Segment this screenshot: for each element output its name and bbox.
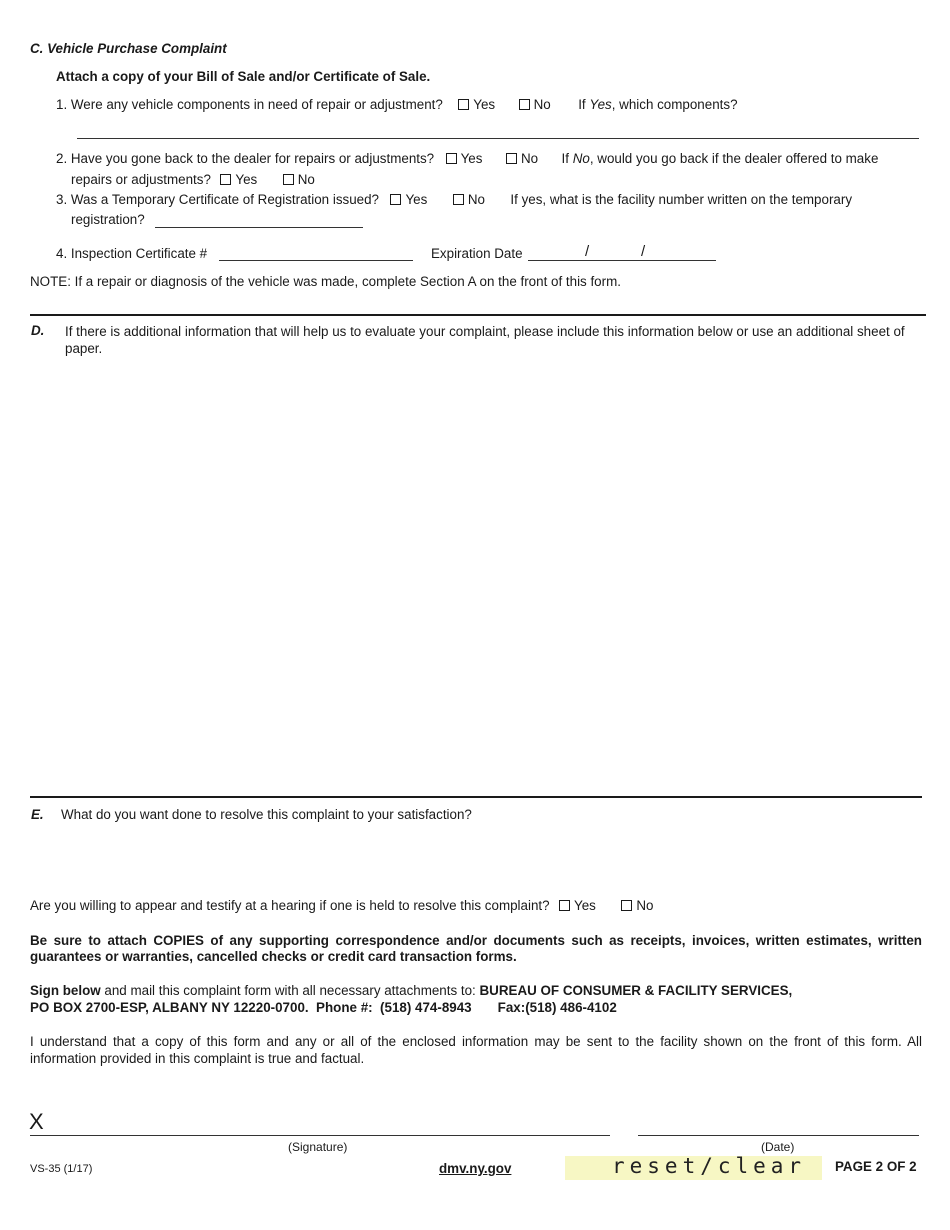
date-label: (Date) xyxy=(761,1140,795,1154)
inspection-certificate-line[interactable] xyxy=(219,260,413,261)
q3-no-label: No xyxy=(467,192,485,207)
q2-yes-label: Yes xyxy=(460,151,483,166)
hearing-yes-checkbox[interactable] xyxy=(559,900,570,911)
q2-followup-prefix: If xyxy=(561,151,573,166)
q1-yes-checkbox[interactable] xyxy=(458,99,469,110)
question-3-text: 3. Was a Temporary Certificate of Registration issued? xyxy=(56,192,380,207)
reset-clear-button[interactable] xyxy=(565,1156,822,1180)
hearing-no-checkbox[interactable] xyxy=(621,900,632,911)
additional-info-area[interactable] xyxy=(30,362,922,790)
section-d-letter: D. xyxy=(31,323,45,338)
q2-yes-checkbox[interactable] xyxy=(446,153,457,164)
hearing-question xyxy=(30,898,653,913)
understand-statement: I understand that a copy of this form and any or all of the enclosed information may be sent to the facility shown on the front of this form. All information provided in this complaint is true and factual. xyxy=(30,1034,922,1066)
question-2-text: 2. Have you gone back to the dealer for repairs or adjustments? xyxy=(56,151,435,166)
page-number: PAGE 2 OF 2 xyxy=(835,1159,917,1174)
question-1-text: 1. Were any vehicle components in need of repair or adjustment? xyxy=(56,97,443,112)
question-3 xyxy=(56,192,852,207)
hearing-yes-label: Yes xyxy=(574,898,596,913)
q3-followup: If yes, what is the facility number written on the temporary xyxy=(510,192,853,207)
q1-yes-label: Yes xyxy=(473,97,496,112)
expiration-date-line[interactable] xyxy=(528,260,716,261)
attach-bill-note: Attach a copy of your Bill of Sale and/or Certificate of Sale. xyxy=(56,69,431,84)
mail-instructions xyxy=(30,983,792,998)
sign-below-text: Sign below xyxy=(30,983,101,998)
date-separator-2: / xyxy=(641,243,646,260)
question-1 xyxy=(56,97,738,112)
question-3-line2: registration? xyxy=(71,212,145,227)
signature-x-mark: X xyxy=(29,1109,44,1134)
expiration-date-label: Expiration Date xyxy=(431,246,523,261)
q3-no-checkbox[interactable] xyxy=(453,194,464,205)
q2-followup-suffix: , would you go back if the dealer offered to make xyxy=(589,151,879,166)
form-id: VS-35 (1/17) xyxy=(30,1163,93,1175)
date-line[interactable] xyxy=(638,1135,919,1136)
q2b-yes-label: Yes xyxy=(235,172,258,187)
section-a-note: NOTE: If a repair or diagnosis of the vehicle was made, complete Section A on the front of this form. xyxy=(30,274,621,289)
section-d-divider xyxy=(30,314,926,316)
q1-followup-suffix: , which components? xyxy=(611,97,738,112)
q1-followup-italic: Yes xyxy=(589,97,612,112)
section-d-text: If there is additional information that will help us to evaluate your complaint, please include this information below or use an additional sheet of paper. xyxy=(65,324,905,356)
website-link[interactable]: dmv.ny.gov xyxy=(439,1161,512,1176)
section-e-letter: E. xyxy=(31,807,44,822)
q2b-yes-checkbox[interactable] xyxy=(220,174,231,185)
section-e-divider xyxy=(30,796,922,798)
q1-no-label: No xyxy=(533,97,551,112)
hearing-no-label: No xyxy=(636,898,654,913)
bureau-name: BUREAU OF CONSUMER & FACILITY SERVICES, xyxy=(479,983,793,998)
q2b-no-checkbox[interactable] xyxy=(283,174,294,185)
question-2-line2 xyxy=(71,172,315,187)
resolution-area[interactable] xyxy=(30,828,922,888)
attach-copies-note: Be sure to attach COPIES of any supporting correspondence and/or documents such as receipts, invoices, written estimates, written guarantees or warranties, cancelled checks or credit card transaction forms. xyxy=(30,933,922,964)
bureau-address: PO BOX 2700-ESP, ALBANY NY 12220-0700. Phone #: (518) 474-8943 Fax:(518) 486-4102 xyxy=(30,1000,617,1015)
q2b-no-label: No xyxy=(297,172,315,187)
q1-followup-prefix: If xyxy=(578,97,590,112)
q2-followup-italic: No xyxy=(572,151,590,166)
date-separator-1: / xyxy=(585,243,590,260)
q1-components-line[interactable] xyxy=(77,138,919,139)
q2-no-label: No xyxy=(520,151,539,166)
section-c-title: C. Vehicle Purchase Complaint xyxy=(30,41,227,56)
q2-no-checkbox[interactable] xyxy=(506,153,517,164)
reset-clear-label: reset/clear xyxy=(612,1154,807,1178)
q3-yes-checkbox[interactable] xyxy=(390,194,401,205)
question-2-line2-text: repairs or adjustments? xyxy=(71,172,211,187)
signature-label: (Signature) xyxy=(288,1140,348,1154)
q3-yes-label: Yes xyxy=(405,192,428,207)
question-4-text: 4. Inspection Certificate # xyxy=(56,246,208,261)
signature-line[interactable] xyxy=(30,1135,610,1136)
mail-text: and mail this complaint form with all necessary attachments to: xyxy=(100,983,480,998)
question-2 xyxy=(56,151,878,166)
q3-facility-number-line[interactable] xyxy=(155,227,363,228)
q1-no-checkbox[interactable] xyxy=(519,99,530,110)
hearing-question-text: Are you willing to appear and testify at a hearing if one is held to resolve this complaint? xyxy=(30,898,550,913)
section-e-text: What do you want done to resolve this complaint to your satisfaction? xyxy=(61,807,472,822)
